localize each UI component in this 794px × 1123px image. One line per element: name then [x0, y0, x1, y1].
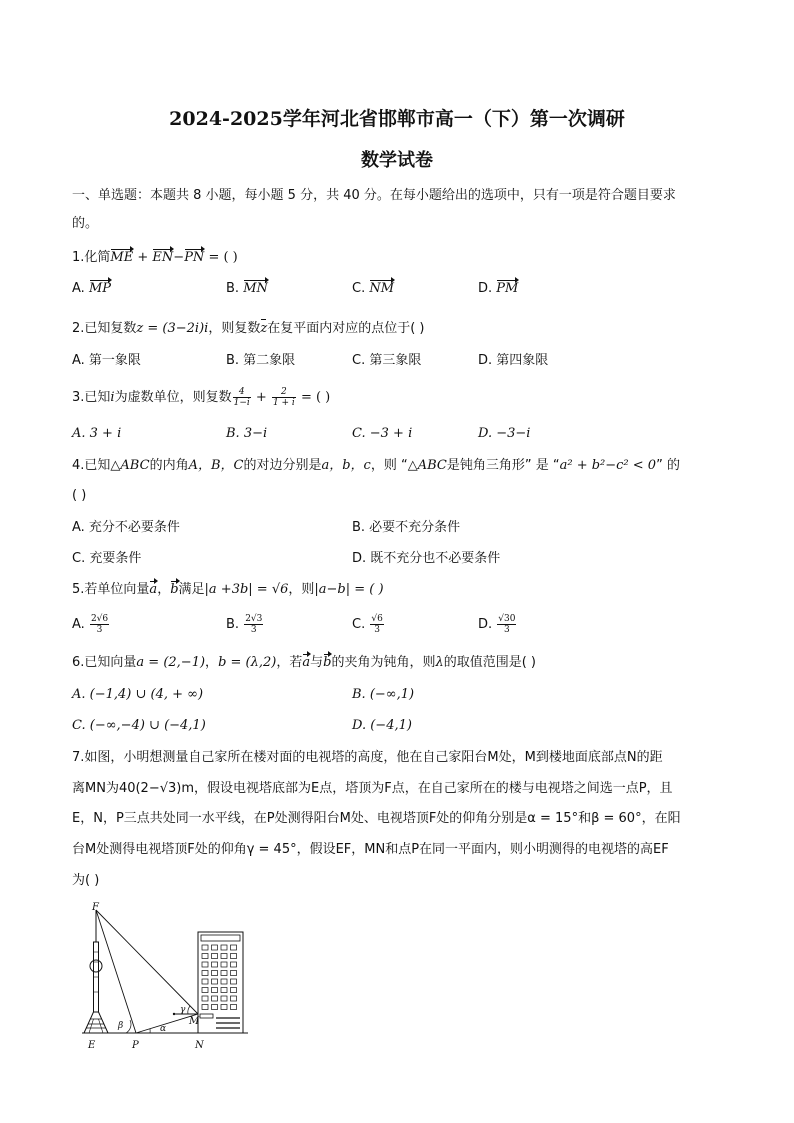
building-window [231, 971, 237, 976]
building-window [231, 979, 237, 984]
q6-vector-a-def: a = (2,−1) [136, 655, 206, 670]
building [198, 932, 243, 1033]
building-window [212, 979, 218, 984]
building-window [212, 954, 218, 959]
q3-fraction-2: $\frac{2}{1 + i}$ [272, 387, 295, 408]
gamma-arc [188, 1006, 190, 1014]
q5-text-1: 若单位向量 [84, 582, 150, 597]
label-p: P [132, 1040, 139, 1051]
q3-answer-blank: = ( ) [296, 390, 331, 405]
section-heading-line2: 的。 [72, 216, 99, 231]
q3-fraction-1: $\frac{4}{1-i}$ [233, 387, 250, 408]
q3-option-a: A. 3 + i [72, 426, 122, 441]
question-7-line5: 为( ) [72, 873, 100, 888]
building-window [221, 996, 227, 1001]
question-3 [72, 387, 330, 409]
section-heading [72, 187, 676, 205]
label-gamma: γ [180, 1005, 186, 1015]
question-7-line4: 台M处测得电视塔顶F处的仰角γ = 45°，假设EF，MN和点P在同一平面内，则小明测得的电视塔的高EF [72, 842, 669, 857]
q1-vector-pn: PN [184, 250, 205, 265]
q1-op-plus: + [133, 250, 153, 265]
q3-text-1: 已知 [84, 390, 111, 405]
q6-text-5: 的取值范围是( ) [443, 655, 536, 670]
q2-formula: z = (3−2i)i [136, 321, 209, 336]
q1-text: 化简 [84, 250, 111, 265]
q5-sep: ， [157, 582, 171, 597]
question-4-cont: ( ) [72, 488, 87, 503]
q3-option-d: D. −3−i [478, 426, 531, 441]
building-window [202, 962, 208, 967]
q5-vector-a: a [149, 582, 158, 597]
q6-option-b: B. (−∞,1) [352, 687, 415, 702]
q5-option-a: A. $\frac{2√6}{3}$ [72, 614, 109, 635]
page-title: 2024-2025学年河北省邯郸市高一（下）第一次调研 [169, 108, 625, 130]
q5-condition: |a +3b| = √6 [204, 582, 289, 597]
section-heading-cont [72, 215, 98, 233]
question-5 [72, 581, 384, 599]
q6-vector-b: b [323, 655, 332, 670]
q6-text-2: ，若 [276, 655, 303, 670]
q1-vector-en: EN [152, 250, 174, 265]
label-beta: β [118, 1021, 124, 1031]
label-alpha: α [160, 1024, 167, 1034]
q6-option-c: C. (−∞,−4) ∪ (−4,1) [72, 718, 206, 733]
q3-number: 3. [72, 390, 85, 405]
q1-number: 1. [72, 250, 85, 265]
q2-option-a: A. 第一象限 [72, 353, 141, 368]
q6-sep: ， [205, 655, 219, 670]
q5-option-b: B. $\frac{2√3}{3}$ [226, 614, 263, 635]
building-window [202, 954, 208, 959]
q3-text-2: 为虚数单位，则复数 [114, 390, 232, 405]
q5-option-d: D. $\frac{√30}{3}$ [478, 614, 516, 635]
section-heading-line1: 一、单选题：本题共 8 小题，每小题 5 分，共 40 分。在每小题给出的选项中，只有一项是符合题目要求 [72, 188, 676, 203]
q2-number: 2. [72, 321, 85, 336]
q5-option-c: C. $\frac{√6}{3}$ [352, 614, 383, 635]
building-window [221, 954, 227, 959]
q4-text-6: ” 的 [656, 458, 680, 473]
building-window [212, 996, 218, 1001]
q4-triangle-1: △ABC [110, 458, 150, 473]
building-window [221, 988, 227, 993]
q1-option-a: A. MP [72, 281, 111, 296]
q2-option-c: C. 第三象限 [352, 353, 422, 368]
q4-text-3: 的对边分别是 [243, 458, 322, 473]
building-window [212, 962, 218, 967]
building-window [231, 962, 237, 967]
q1-answer-blank: = ( ) [204, 250, 238, 265]
tower-building-figure [78, 902, 256, 1052]
q5-text-2: 满足 [178, 582, 205, 597]
question-7 [72, 749, 663, 767]
point-marker [173, 1013, 175, 1015]
q4-text-2: 的内角 [149, 458, 189, 473]
beta-arc [126, 1020, 131, 1033]
q5-text-3: ，则 [288, 582, 315, 597]
q4-option-d: D. 既不充分也不必要条件 [352, 551, 501, 566]
q5-number: 5. [72, 582, 85, 597]
building-window [202, 971, 208, 976]
building-window [212, 945, 218, 950]
q6-number: 6. [72, 655, 85, 670]
q4-text-5: 是钝角三角形” 是 “ [446, 458, 560, 473]
building-window [231, 954, 237, 959]
label-e: E [88, 1040, 96, 1051]
q3-i: i [110, 390, 115, 405]
building-window [221, 979, 227, 984]
q4-sides: a，b，c [321, 458, 371, 473]
q1-vector-me: ME [110, 250, 134, 265]
q1-option-d: D. PM [478, 281, 519, 296]
building-window [212, 1005, 218, 1010]
q4-number: 4. [72, 458, 85, 473]
question-4 [72, 457, 680, 475]
q2-text-1: 已知复数 [84, 321, 137, 336]
q1-op-minus: − [173, 250, 185, 265]
q1-option-c: C. NM [352, 281, 395, 296]
building-window [231, 988, 237, 993]
q2-z-conjugate: z [260, 321, 268, 336]
q6-vector-a: a [302, 655, 311, 670]
q4-text-4: ，则 “ [370, 458, 408, 473]
label-m: M [189, 1016, 200, 1027]
building-window [202, 1005, 208, 1010]
q6-text-4: 的夹角为钝角，则 [331, 655, 436, 670]
q2-text-2: ，则复数 [208, 321, 261, 336]
building-window [231, 945, 237, 950]
label-n: N [195, 1040, 204, 1051]
q4-text-1: 已知 [84, 458, 111, 473]
q6-text-3: 与 [310, 655, 324, 670]
q7-line-1: 如图，小明想测量自己家所在楼对面的电视塔的高度，他在自己家阳台M处，M到楼地面底部点N的距 [84, 750, 663, 765]
q4-option-c: C. 充要条件 [72, 551, 142, 566]
q7-number: 7. [72, 750, 85, 765]
q3-plus: + [251, 390, 271, 405]
q6-vector-b-def: b = (λ,2) [218, 655, 277, 670]
building-window [221, 962, 227, 967]
q5-vector-b: b [170, 582, 179, 597]
question-1 [72, 249, 238, 267]
building-window [202, 996, 208, 1001]
q2-option-b: B. 第二象限 [226, 353, 296, 368]
q4-inequality: a² + b²−c² < 0 [559, 458, 657, 473]
question-7-line2: 离MN为40(2−√3)m，假设电视塔底部为E点，塔顶为F点，在自己家所在的楼与电视塔之间选一点P，且 [72, 781, 673, 796]
building-window [212, 971, 218, 976]
building-window [212, 988, 218, 993]
q6-text-1: 已知向量 [84, 655, 137, 670]
building-window [221, 971, 227, 976]
question-7-line3: E，N，P三点共处同一水平线，在P处测得阳台M处、电视塔顶F处的仰角分别是α = 15°和β = 60°，在阳 [72, 811, 681, 826]
building-window [231, 996, 237, 1001]
q6-option-a: A. (−1,4) ∪ (4, + ∞) [72, 687, 204, 702]
q1-option-b: B. MN [226, 281, 268, 296]
label-f: F [92, 902, 99, 913]
building-window [221, 1005, 227, 1010]
page-subtitle: 数学试卷 [361, 150, 433, 171]
q3-option-b: B. 3−i [226, 426, 268, 441]
building-window [231, 1005, 237, 1010]
building-window [202, 988, 208, 993]
q5-ask: |a−b| = ( ) [314, 582, 384, 597]
q4-option-a: A. 充分不必要条件 [72, 520, 180, 535]
tv-tower [84, 910, 108, 1033]
building-window [221, 945, 227, 950]
question-6 [72, 654, 536, 672]
question-2 [72, 320, 424, 338]
building-window [202, 979, 208, 984]
q2-option-d: D. 第四象限 [478, 353, 549, 368]
q4-angles: A，B，C [188, 458, 244, 473]
q4-triangle-2: △ABC [407, 458, 447, 473]
q2-text-3: 在复平面内对应的点位于( ) [267, 321, 425, 336]
building-window [202, 945, 208, 950]
q4-option-b: B. 必要不充分条件 [352, 520, 461, 535]
q6-option-d: D. (−4,1) [352, 718, 412, 733]
q6-lambda: λ [435, 655, 444, 670]
q3-option-c: C. −3 + i [352, 426, 413, 441]
